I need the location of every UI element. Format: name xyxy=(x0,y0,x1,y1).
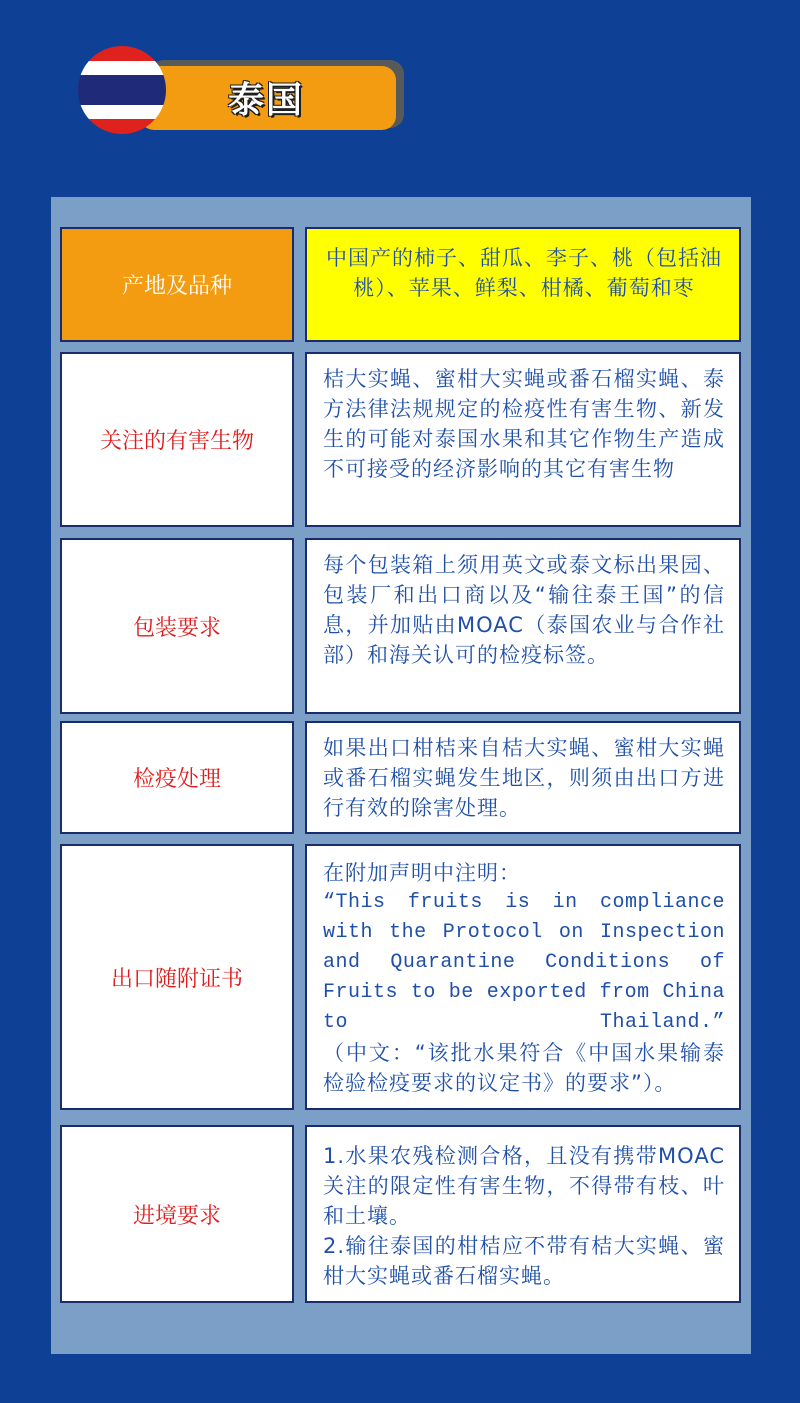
row-content-origin-varieties xyxy=(305,227,741,342)
row-label-origin-varieties xyxy=(60,227,294,342)
row-label-entry xyxy=(60,1125,294,1303)
row-label-text: 包装要求 xyxy=(132,615,221,641)
row-label-text: 出口随附证书 xyxy=(110,966,243,992)
row-content-packaging xyxy=(305,538,741,714)
row-label-text: 检疫处理 xyxy=(132,767,221,792)
row-content-quarantine xyxy=(305,721,741,834)
row-label-certificate xyxy=(60,844,294,1110)
row-label-pests xyxy=(60,352,294,527)
row-label-quarantine xyxy=(60,721,294,834)
row-content-text: 桔大实蝇、蜜柑大实蝇或番石榴实蝇、泰方法律法规规定的检疫性有害生物、新发生的可能对泰国水果和其它作物生产造成不可接受的经济影响的其它有害生物 xyxy=(323,367,725,481)
thailand-flag-icon xyxy=(78,46,166,134)
row-content-text: 中国产的柿子、甜瓜、李子、桃（包括油桃）、苹果、鲜梨、柑橘、葡萄和枣 xyxy=(326,246,722,300)
row-content-certificate xyxy=(305,844,741,1110)
requirements-panel xyxy=(51,197,751,1354)
entry-requirement-1: 1.水果农残检测合格，且没有携带MOAC关注的限定性有害生物，不得带有枝、叶和土壤。 xyxy=(323,1144,725,1228)
header xyxy=(0,0,800,190)
row-label-text: 关注的有害生物 xyxy=(99,429,254,454)
certificate-chinese-statement: （中文：“该批水果符合《中国水果输泰检验检疫要求的议定书》的要求”）。 xyxy=(323,1041,725,1095)
entry-requirement-2: 2.输往泰国的柑桔应不带有桔大实蝇、蜜柑大实蝇或番石榴实蝇。 xyxy=(323,1234,725,1288)
row-label-text: 产地及品种 xyxy=(121,274,232,299)
page-title: 泰国 xyxy=(227,79,304,121)
row-label-packaging xyxy=(60,538,294,714)
certificate-intro: 在附加声明中注明： xyxy=(323,861,521,885)
certificate-english-statement: “This fruits is in compliance with the Protocol on Inspection and Quarantine Conditions of Fruits to be exported from China to Thailand.” xyxy=(323,891,725,1034)
row-content-entry xyxy=(305,1125,741,1303)
row-content-text: 每个包装箱上须用英文或泰文标出果园、包装厂和出口商以及“输往泰王国”的信息，并加贴由MOAC（泰国农业与合作社部）和海关认可的检疫标签。 xyxy=(323,553,725,667)
row-label-text: 进境要求 xyxy=(132,1203,221,1229)
row-content-text: 如果出口柑桔来自桔大实蝇、蜜柑大实蝇或番石榴实蝇发生地区，则须由出口方进行有效的除害处理。 xyxy=(323,736,725,820)
row-content-pests xyxy=(305,352,741,527)
